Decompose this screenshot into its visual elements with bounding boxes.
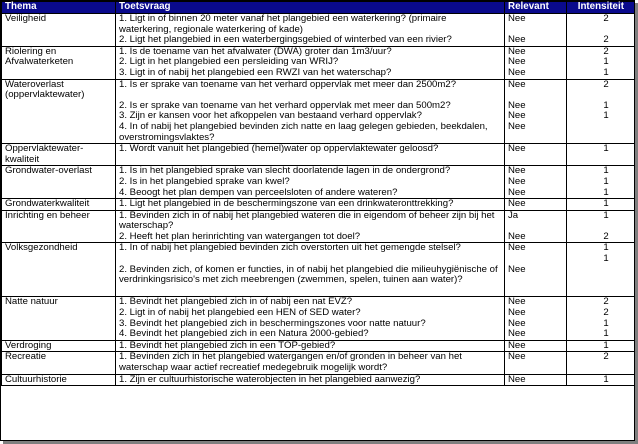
- table-row: [2, 199, 635, 211]
- intensiteit-value: 2: [603, 45, 609, 57]
- intensiteit-group: [581, 188, 631, 199]
- table-row: [2, 340, 635, 352]
- question-text: 4. Bevindt het plangebied zich in een Natura 2000-gebied?: [119, 328, 369, 340]
- header-thema: Thema: [2, 2, 116, 14]
- question-text: 1. Bevinden zich in of nabij het plangebied wateren die in eigendom of beheer zijn bij het waterschap?: [119, 209, 495, 232]
- toetsvraag-cell: [116, 166, 505, 199]
- intensiteit-cell: [567, 374, 635, 386]
- intensiteit-value: 2: [603, 230, 609, 242]
- table-row: [2, 210, 635, 243]
- intensiteit-group: [581, 144, 631, 165]
- intensiteit-value: 1: [603, 373, 609, 385]
- intensiteit-group: [581, 232, 631, 243]
- intensiteit-group: [581, 243, 631, 264]
- toetsvraag-cell: [116, 374, 505, 386]
- relevant-value: Nee: [508, 13, 526, 24]
- relevant-value: Nee: [508, 165, 526, 177]
- question-text: 3. Zijn er kansen voor het afkoppelen van bestaand verhard oppervlak?: [119, 110, 422, 122]
- table-row: [2, 352, 635, 374]
- intensiteit-cell: [567, 210, 635, 243]
- table-row: [2, 79, 635, 144]
- thema-cell: Natte natuur: [2, 297, 116, 340]
- intensiteit-value: 1: [603, 56, 609, 68]
- question-text: 1. Ligt het plangebied in de beschermingszone van een drinkwateronttrekking?: [119, 198, 454, 210]
- toetsvraag-cell: [116, 297, 505, 340]
- relevant-value: Nee: [508, 351, 526, 363]
- question-text: 1. Zijn er cultuurhistorische waterobjecten in het plangebied aanwezig?: [119, 373, 421, 385]
- question-text: 2. Is in het plangebied sprake van kwel?: [119, 175, 290, 187]
- relevant-cell: [505, 46, 567, 79]
- header-intensiteit: Intensiteit: [567, 2, 635, 14]
- intensiteit-group: [581, 329, 631, 340]
- question-text: 1. Bevinden zich in het plangebied watergangen en/of gronden in beheer van het waterschap waar actief recreatief medegebruik mogelijk wordt?: [119, 351, 462, 374]
- intensiteit-group: [581, 265, 631, 297]
- question-text: 3. Ligt in of nabij het plangebied een RWZI van het waterschap?: [119, 66, 392, 78]
- intensiteit-cell: [567, 144, 635, 166]
- intensiteit-value: 1: [603, 339, 609, 351]
- intensiteit-value: 1: [603, 242, 609, 254]
- header-toetsvraag: Toetsvraag: [116, 2, 505, 14]
- question-text: 1. Ligt in of binnen 20 meter vanaf het plangebied een waterkering? (primaire waterkering, regionale waterkering of kade): [119, 13, 447, 35]
- intensiteit-group: [581, 211, 631, 232]
- table-body: [2, 14, 635, 386]
- relevant-value: Nee: [508, 66, 526, 78]
- table-header-row: [2, 2, 635, 14]
- relevant-value: Nee: [508, 143, 526, 155]
- question-text: 4. Beoogt het plan dempen van perceelsloten of andere wateren?: [119, 186, 398, 198]
- relevant-value: Nee: [508, 230, 526, 242]
- intensiteit-group: [581, 199, 631, 210]
- relevant-value: Nee: [508, 296, 526, 308]
- intensiteit-group: [581, 341, 631, 352]
- relevant-cell: [505, 79, 567, 144]
- relevant-cell: [505, 14, 567, 47]
- intensiteit-cell: [567, 14, 635, 47]
- thema-cell: Grondwaterkwaliteit: [2, 199, 116, 211]
- thema-cell: Volksgezondheid: [2, 243, 116, 297]
- intensiteit-value: 1: [603, 209, 609, 221]
- thema-cell: Oppervlaktewater-kwaliteit: [2, 144, 116, 166]
- intensiteit-value: 1: [603, 186, 609, 198]
- intensiteit-value: 1: [603, 317, 609, 329]
- relevant-cell: [505, 340, 567, 352]
- thema-cell: Grondwater-overlast: [2, 166, 116, 199]
- relevant-value: Nee: [508, 328, 526, 340]
- intensiteit-value: 1: [603, 328, 609, 340]
- relevant-value: Nee: [508, 78, 526, 90]
- toetsvraag-cell: [116, 243, 505, 297]
- intensiteit-value: 1: [603, 143, 609, 155]
- relevant-value: Nee: [508, 307, 526, 319]
- table-row: [2, 374, 635, 386]
- intensiteit-cell: [567, 297, 635, 340]
- relevant-value: Nee: [508, 242, 526, 254]
- relevant-cell: [505, 166, 567, 199]
- intensiteit-group: [581, 68, 631, 79]
- relevant-value: Nee: [508, 186, 526, 198]
- intensiteit-value: 1: [603, 175, 609, 187]
- intensiteit-value: 1: [603, 165, 609, 177]
- intensiteit-group: [581, 122, 631, 143]
- relevant-value: Nee: [508, 263, 526, 275]
- toetsvraag-cell: [116, 199, 505, 211]
- thema-cell: Verdroging: [2, 340, 116, 352]
- relevant-value: Nee: [508, 198, 526, 210]
- question-text: 1. Is de toename van het afvalwater (DWA) groter dan 1m3/uur?: [119, 45, 392, 57]
- thema-cell: Recreatie: [2, 352, 116, 374]
- question-text: 3. Bevindt het plangebied zich in beschermingszones voor natte natuur?: [119, 317, 426, 329]
- intensiteit-value: 2: [603, 34, 609, 46]
- intensiteit-cell: [567, 166, 635, 199]
- table-row: [2, 243, 635, 297]
- intensiteit-value: 1: [603, 66, 609, 78]
- question-text: 4. In of nabij het plangebied bevinden zich natte en laag gelegen gebieden, beekdalen, overstromingsvlaktes?: [119, 120, 488, 143]
- relevant-value: Nee: [508, 45, 526, 57]
- question-text: 1. Bevindt het plangebied zich in of nabij een nat EVZ?: [119, 296, 353, 308]
- toetsvraag-cell: [116, 46, 505, 79]
- table-row: [2, 46, 635, 79]
- question-text: 2. Ligt in het plangebied een persleiding van WRIJ?: [119, 56, 339, 68]
- toetsvragen-table: [1, 1, 635, 386]
- toetsvraag-cell: [116, 14, 505, 47]
- intensiteit-cell: [567, 352, 635, 374]
- thema-cell: Veiligheid: [2, 14, 116, 47]
- question-text: 1. Is er sprake van toename van het verhard oppervlak met meer dan 2500m2?: [119, 78, 457, 90]
- table-row: [2, 166, 635, 199]
- intensiteit-value: 1: [603, 198, 609, 210]
- toetsvraag-cell: [116, 79, 505, 144]
- relevant-cell: [505, 144, 567, 166]
- intensiteit-group: [581, 111, 631, 122]
- relevant-cell: [505, 243, 567, 297]
- relevant-cell: [505, 352, 567, 374]
- question-text: 2. Bevinden zich, of komen er functies, in of nabij het plangebied die milieuhygiënische of verdrinkingsrisico's met zich meebrengen (zwemmen, spelen, tuinen aan water)?: [119, 263, 498, 286]
- toetsvraag-cell: [116, 210, 505, 243]
- intensiteit-value: 2: [603, 13, 609, 24]
- intensiteit-group: [581, 35, 631, 46]
- thema-cell: Inrichting en beheer: [2, 210, 116, 243]
- question-text: 2. Is er sprake van toename van het verhard oppervlak met meer dan 500m2?: [119, 99, 451, 111]
- intensiteit-cell: [567, 340, 635, 352]
- relevant-value: Nee: [508, 34, 526, 46]
- toetsvraag-cell: [116, 144, 505, 166]
- question-text: 1. Wordt vanuit het plangebied (hemel)water op oppervlaktewater geloosd?: [119, 143, 439, 155]
- relevant-cell: [505, 374, 567, 386]
- relevant-value: Nee: [508, 56, 526, 68]
- header-relevant: Relevant: [505, 2, 567, 14]
- intensiteit-value: 2: [603, 351, 609, 363]
- question-text: 1. Is in het plangebied sprake van slecht doorlatende lagen in de ondergrond?: [119, 165, 451, 177]
- relevant-value: Nee: [508, 373, 526, 385]
- question-text: 2. Heeft het plan herinrichting van watergangen tot doel?: [119, 230, 361, 242]
- intensiteit-value: 1: [603, 99, 609, 111]
- intensiteit-cell: [567, 46, 635, 79]
- thema-cell: Wateroverlast (oppervlaktewater): [2, 79, 116, 144]
- intensiteit-group: [581, 375, 631, 386]
- table-row: [2, 297, 635, 340]
- intensiteit-cell: [567, 243, 635, 297]
- intensiteit-cell: [567, 79, 635, 144]
- intensiteit-group: [581, 14, 631, 35]
- question-text: 2. Ligt in of nabij het plangebied een HEN of SED water?: [119, 307, 361, 319]
- intensiteit-cell: [567, 199, 635, 211]
- intensiteit-value: 2: [603, 307, 609, 319]
- thema-cell: Cultuurhistorie: [2, 374, 116, 386]
- relevant-value: Nee: [508, 99, 526, 111]
- relevant-cell: [505, 199, 567, 211]
- relevant-value: Ja: [508, 209, 519, 221]
- toetsvraag-cell: [116, 352, 505, 374]
- relevant-value: Nee: [508, 120, 526, 132]
- question-text: 2. Ligt het plangebied in een waterbergingsgebied of winterbed van een rivier?: [119, 34, 452, 46]
- intensiteit-group: [581, 177, 631, 188]
- thema-cell: Riolering en Afvalwaterketen: [2, 46, 116, 79]
- intensiteit-value: 1: [603, 110, 609, 122]
- intensiteit-group: [581, 80, 631, 101]
- table-row: [2, 144, 635, 166]
- intensiteit-value: 2: [603, 78, 609, 90]
- relevant-value: Nee: [508, 175, 526, 187]
- question-text: 1. Bevindt het plangebied zich in een TOP-gebied?: [119, 339, 336, 351]
- relevant-cell: [505, 210, 567, 243]
- toetsvraag-cell: [116, 340, 505, 352]
- intensiteit-group: [581, 352, 631, 373]
- relevant-value: Nee: [508, 339, 526, 351]
- intensiteit-value: 1: [603, 253, 609, 265]
- relevant-value: Nee: [508, 110, 526, 122]
- intensiteit-value: 2: [603, 296, 609, 308]
- table-row: [2, 14, 635, 47]
- relevant-value: Nee: [508, 317, 526, 329]
- question-text: 1. In of nabij het plangebied bevinden zich overstorten uit het gemengde stelsel?: [119, 242, 461, 254]
- relevant-cell: [505, 297, 567, 340]
